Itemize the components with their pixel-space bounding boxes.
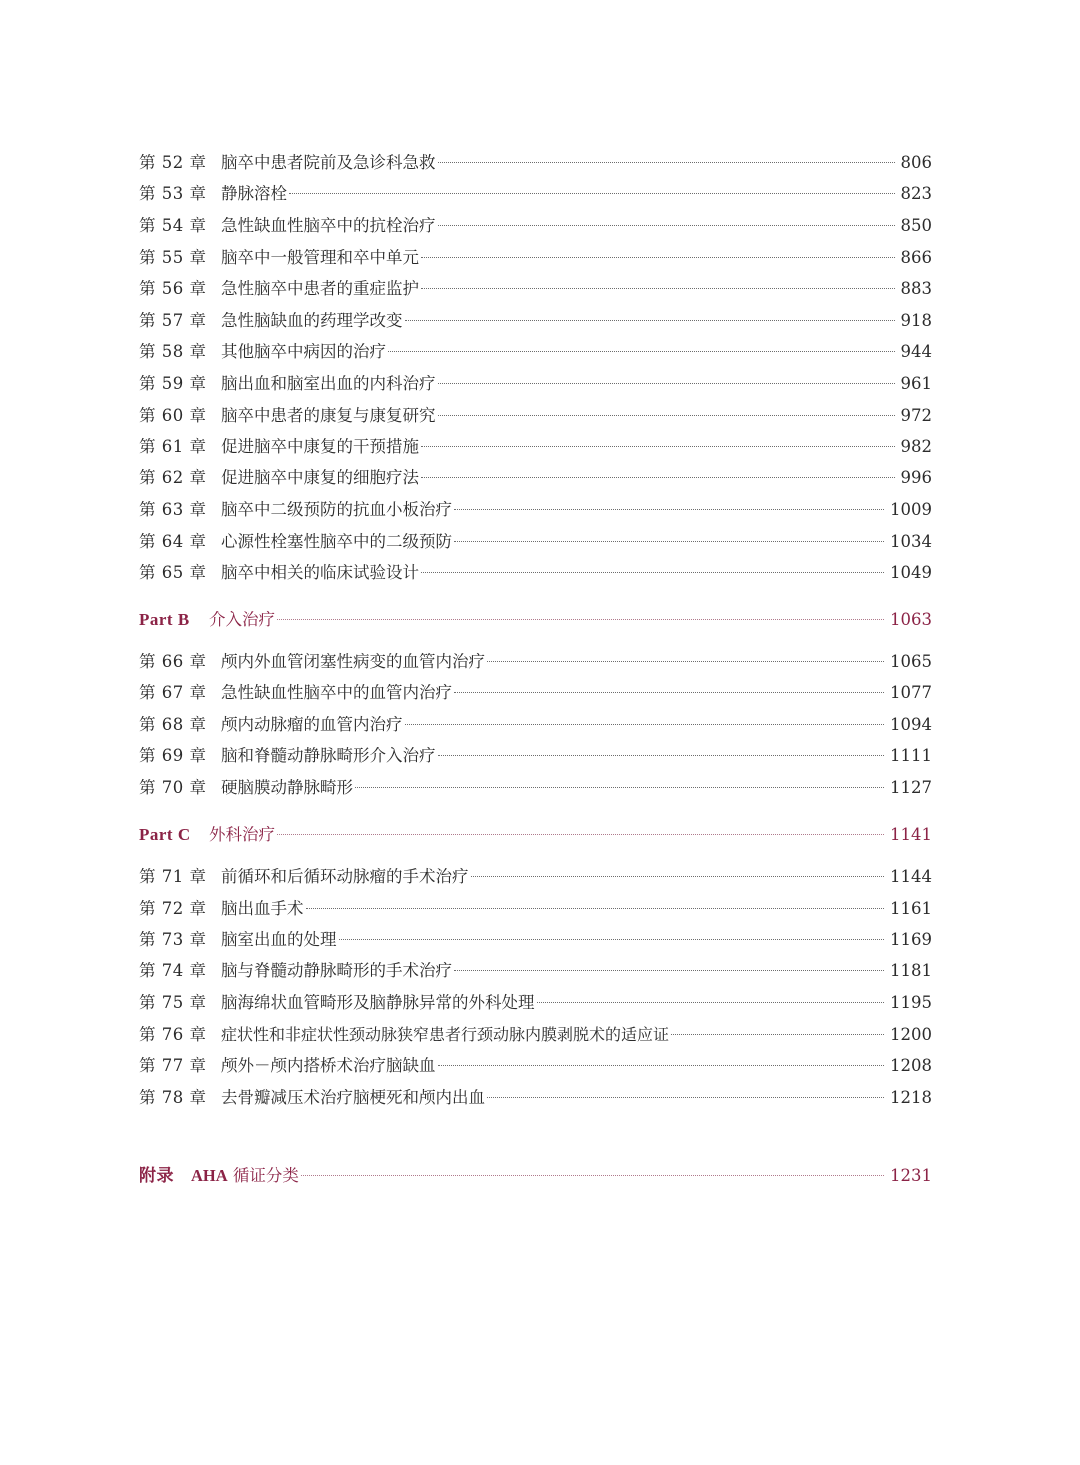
- chapter-title: 症状性和非症状性颈动脉狭窄患者行颈动脉内膜剥脱术的适应证: [221, 1025, 670, 1044]
- toc-row[interactable]: [139, 435, 932, 459]
- part-title: 外科治疗: [209, 825, 275, 844]
- part-label: Part B: [139, 610, 190, 629]
- dot-leader: [438, 1065, 885, 1066]
- page-number: 1009: [890, 500, 932, 519]
- dot-leader: [405, 724, 885, 725]
- toc-row[interactable]: [139, 530, 932, 554]
- chapter-title: 硬脑膜动静脉畸形: [221, 778, 353, 797]
- page-number: 996: [900, 468, 932, 487]
- toc-row[interactable]: [139, 340, 932, 364]
- dot-leader: [438, 225, 895, 226]
- chapter-number: 第 76 章: [139, 1025, 207, 1044]
- dot-leader: [277, 619, 884, 620]
- toc-row[interactable]: [139, 372, 932, 396]
- chapter-number: 第 57 章: [139, 311, 207, 330]
- chapter-number: 第 65 章: [139, 563, 207, 582]
- dot-leader: [306, 908, 885, 909]
- chapter-number: 第 58 章: [139, 342, 207, 361]
- toc-row[interactable]: [139, 928, 932, 952]
- dot-leader: [421, 257, 895, 258]
- chapter-number: 第 73 章: [139, 930, 207, 949]
- toc-row[interactable]: [139, 498, 932, 522]
- chapter-number: 第 74 章: [139, 961, 207, 980]
- toc-row[interactable]: [139, 681, 932, 705]
- page-number: 972: [900, 406, 932, 425]
- chapter-title: 颅内外血管闭塞性病变的血管内治疗: [221, 652, 485, 671]
- appendix-label: 附录: [139, 1166, 174, 1185]
- chapter-number: 第 75 章: [139, 993, 207, 1012]
- page-number: 982: [900, 437, 932, 456]
- dot-leader: [421, 288, 895, 289]
- dot-leader: [454, 509, 884, 510]
- toc-row[interactable]: [139, 1023, 932, 1047]
- chapter-number: 第 66 章: [139, 652, 207, 671]
- chapter-number: 第 70 章: [139, 778, 207, 797]
- toc-row[interactable]: [139, 404, 932, 428]
- chapter-title: 静脉溶栓: [221, 184, 287, 203]
- toc-row[interactable]: [139, 246, 932, 270]
- toc-row[interactable]: [139, 466, 932, 490]
- dot-leader: [405, 320, 895, 321]
- chapter-title: 脑与脊髓动静脉畸形的手术治疗: [221, 961, 452, 980]
- toc-row[interactable]: [139, 214, 932, 238]
- chapter-title: 脑海绵状血管畸形及脑静脉异常的外科处理: [221, 993, 535, 1012]
- chapter-title: 脑出血手术: [221, 899, 304, 918]
- chapter-title: 去骨瓣减压术治疗脑梗死和颅内出血: [221, 1088, 485, 1107]
- dot-leader: [438, 755, 885, 756]
- chapter-title: 急性缺血性脑卒中的血管内治疗: [221, 683, 452, 702]
- chapter-title: 前循环和后循环动脉瘤的手术治疗: [221, 867, 469, 886]
- chapter-title: 颅内动脉瘤的血管内治疗: [221, 715, 403, 734]
- toc-row[interactable]: [139, 865, 932, 889]
- chapter-title: 脑出血和脑室出血的内科治疗: [221, 374, 436, 393]
- chapter-title: 急性脑缺血的药理学改变: [221, 311, 403, 330]
- chapter-number: 第 56 章: [139, 279, 207, 298]
- chapter-title: 脑和脊髓动静脉畸形介入治疗: [221, 746, 436, 765]
- chapter-number: 第 60 章: [139, 406, 207, 425]
- page-number: 918: [900, 311, 932, 330]
- toc-row[interactable]: [139, 713, 932, 737]
- chapter-title: 促进脑卒中康复的干预措施: [221, 437, 419, 456]
- chapter-number: 第 64 章: [139, 532, 207, 551]
- part-b-heading[interactable]: [139, 608, 932, 632]
- dot-leader: [537, 1002, 885, 1003]
- chapter-title: 急性脑卒中患者的重症监护: [221, 279, 419, 298]
- page-number: 883: [900, 279, 932, 298]
- chapter-number: 第 55 章: [139, 248, 207, 267]
- toc-row[interactable]: [139, 897, 932, 921]
- chapter-title: 脑卒中患者院前及急诊科急救: [221, 153, 436, 172]
- chapter-number: 第 78 章: [139, 1088, 207, 1107]
- page-number: 806: [900, 153, 932, 172]
- page-number: 1034: [890, 532, 932, 551]
- chapter-title: 促进脑卒中康复的细胞疗法: [221, 468, 419, 487]
- dot-leader: [471, 876, 885, 877]
- page-number: 850: [900, 216, 932, 235]
- chapter-number: 第 69 章: [139, 746, 207, 765]
- chapter-number: 第 63 章: [139, 500, 207, 519]
- dot-leader: [388, 351, 895, 352]
- appendix-title-cn: 循证分类: [232, 1166, 299, 1185]
- page-number: 1065: [890, 652, 932, 671]
- dot-leader: [421, 446, 895, 447]
- dot-leader: [454, 692, 884, 693]
- toc-row[interactable]: [139, 959, 932, 983]
- dot-leader: [487, 661, 884, 662]
- dot-leader: [438, 415, 895, 416]
- chapter-title: 颅外－颅内搭桥术治疗脑缺血: [221, 1056, 436, 1075]
- chapter-title: 脑卒中相关的临床试验设计: [221, 563, 419, 582]
- appendix-title-en: AHA: [191, 1166, 228, 1185]
- chapter-number: 第 53 章: [139, 184, 207, 203]
- chapter-number: 第 52 章: [139, 153, 207, 172]
- dot-leader: [421, 572, 884, 573]
- chapter-number: 第 59 章: [139, 374, 207, 393]
- page-number: 1200: [890, 1025, 932, 1044]
- chapter-title: 脑卒中患者的康复与康复研究: [221, 406, 436, 425]
- dot-leader: [301, 1175, 884, 1176]
- toc-row[interactable]: [139, 309, 932, 333]
- part-label: Part C: [139, 825, 191, 844]
- chapter-number: 第 54 章: [139, 216, 207, 235]
- page-number: 1094: [890, 715, 932, 734]
- appendix-heading[interactable]: [139, 1164, 932, 1188]
- page-number: 1161: [890, 899, 932, 918]
- toc-row[interactable]: [139, 744, 932, 768]
- toc-row[interactable]: [139, 561, 932, 585]
- page-number: 1063: [890, 610, 932, 629]
- chapter-number: 第 72 章: [139, 899, 207, 918]
- appendix-title: [191, 1164, 299, 1188]
- toc-row[interactable]: [139, 277, 932, 301]
- dot-leader: [355, 787, 884, 788]
- dot-leader: [421, 477, 895, 478]
- chapter-number: 第 71 章: [139, 867, 207, 886]
- dot-leader: [339, 939, 885, 940]
- chapter-number: 第 68 章: [139, 715, 207, 734]
- page-number: 866: [900, 248, 932, 267]
- dot-leader: [438, 162, 895, 163]
- chapter-title: 脑室出血的处理: [221, 930, 337, 949]
- chapter-number: 第 67 章: [139, 683, 207, 702]
- toc-row[interactable]: [139, 182, 932, 206]
- dot-leader: [487, 1097, 884, 1098]
- page-number: 961: [900, 374, 932, 393]
- page-number: 1181: [890, 961, 932, 980]
- dot-leader: [454, 541, 884, 542]
- part-title: 介入治疗: [209, 610, 275, 629]
- dot-leader: [289, 193, 895, 194]
- toc-row[interactable]: [139, 650, 932, 674]
- chapter-title: 心源性栓塞性脑卒中的二级预防: [221, 532, 452, 551]
- page-number: 944: [900, 342, 932, 361]
- part-c-heading[interactable]: [139, 823, 932, 847]
- page-number: 1127: [890, 778, 932, 797]
- toc-row[interactable]: [139, 1054, 932, 1078]
- page-number: 1077: [890, 683, 932, 702]
- dot-leader: [277, 834, 884, 835]
- toc-row[interactable]: [139, 991, 932, 1015]
- chapter-number: 第 61 章: [139, 437, 207, 456]
- page-number: 1141: [890, 825, 932, 844]
- toc-row[interactable]: [139, 1086, 932, 1110]
- chapter-title: 脑卒中一般管理和卒中单元: [221, 248, 419, 267]
- toc-row[interactable]: [139, 151, 932, 175]
- dot-leader: [454, 970, 884, 971]
- chapter-title: 其他脑卒中病因的治疗: [221, 342, 386, 361]
- page-number: 1049: [890, 563, 932, 582]
- chapter-number: 第 62 章: [139, 468, 207, 487]
- page-number: 1111: [890, 746, 932, 765]
- page-number: 1231: [890, 1166, 932, 1185]
- page-number: 1218: [890, 1088, 932, 1107]
- chapter-title: 脑卒中二级预防的抗血小板治疗: [221, 500, 452, 519]
- page-number: 1208: [890, 1056, 932, 1075]
- toc-row[interactable]: [139, 776, 932, 800]
- page-number: 1169: [890, 930, 932, 949]
- page-number: 823: [900, 184, 932, 203]
- page-number: 1144: [890, 867, 932, 886]
- chapter-title: 急性缺血性脑卒中的抗栓治疗: [221, 216, 436, 235]
- page-number: 1195: [890, 993, 932, 1012]
- dot-leader: [671, 1034, 884, 1035]
- chapter-number: 第 77 章: [139, 1056, 207, 1075]
- dot-leader: [438, 383, 895, 384]
